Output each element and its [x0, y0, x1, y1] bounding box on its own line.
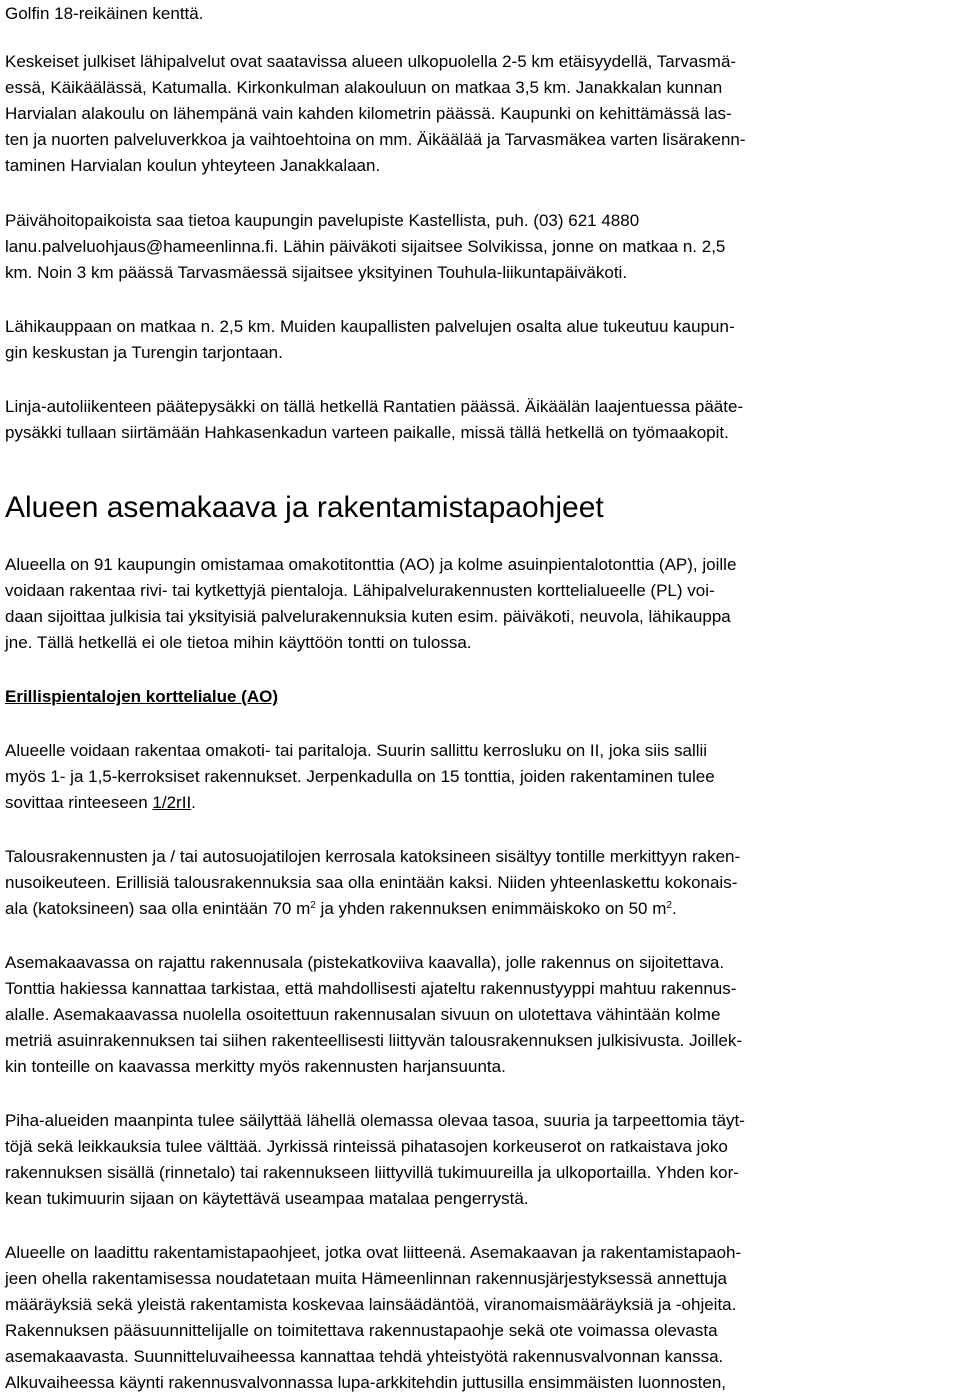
- text-line: jne. Tällä hetkellä ei ole tietoa mihin käyttöön tontti on tulossa.: [5, 633, 472, 652]
- floor-ratio-marking: 1/2rII: [152, 793, 192, 812]
- text-line: Linja-autoliikenteen päätepysäkki on tällä hetkellä Rantatien päässä. Äikäälän laajentuessa pääte-: [5, 397, 744, 416]
- text-line: [5, 792, 196, 814]
- superscript: 2: [310, 900, 316, 911]
- text-line: Harvialan alakoulu on lähempänä vain kahden kilometrin päässä. Kaupunki on kehittämässä las-: [5, 104, 732, 123]
- text-segment: ja yhden rakennuksen enimmäiskoko on 50 m: [315, 899, 667, 918]
- text-line: Rakennuksen pääsuunnittelijalle on toimitettava rakennustapaohje sekä ote voimassa olevasta: [5, 1321, 718, 1340]
- text-line: myös 1- ja 1,5-kerroksiset rakennukset. Jerpenkadulla on 15 tonttia, joiden rakentaminen tulee: [5, 767, 715, 786]
- section-heading: Alueen asemakaava ja rakentamistapaohjeet: [5, 491, 604, 524]
- text-line: nusoikeuteen. Erillisiä talousrakennuksia saa olla enintään kaksi. Niiden yhteenlaskettu kokonais-: [5, 873, 738, 892]
- text-segment: sovittaa rinteeseen: [5, 793, 153, 812]
- text-line: Lähikauppaan on matkaa n. 2,5 km. Muiden kaupallisten palvelujen osalta alue tukeutuu kaupun-: [5, 317, 735, 336]
- text-line: töjä sekä leikkauksia tulee välttää. Jyrkissä rinteissä pihatasojen korkeuserot on ratkaistava joko: [5, 1137, 728, 1156]
- text-segment: .: [671, 899, 677, 918]
- text-line: daan sijoittaa julkisia tai yksityisiä palvelurakennuksia kuten esim. päiväkoti, neuvola, lähikauppa: [5, 607, 731, 626]
- text-segment: .: [191, 793, 196, 812]
- text-line: Alueelle voidaan rakentaa omakoti- tai paritaloja. Suurin sallittu kerrosluku on II, joka siis sallii: [5, 741, 708, 760]
- text-line: km. Noin 3 km päässä Tarvasmäessä sijaitsee yksityinen Touhula-liikuntapäiväkoti.: [5, 263, 628, 282]
- text-line: kean tukimuurin sijaan on käytettävä useampaa matalaa pengerrystä.: [5, 1189, 529, 1208]
- text-line: määräyksiä sekä yleistä rakentamista koskevaa lainsäädäntöä, viranomaismääräyksiä ja -ohjeita.: [5, 1295, 737, 1314]
- text-line: essä, Käikäälässä, Katumalla. Kirkonkulman alakouluun on matkaa 3,5 km. Janakkalan kunnan: [5, 78, 723, 97]
- text-segment: ala (katoksineen) saa olla enintään 70 m: [5, 899, 311, 918]
- text-line: Golfin 18-reikäinen kenttä.: [5, 4, 204, 23]
- text-line: Alkuvaiheessa käynti rakennusvalvonnassa lupa-arkkitehdin juttusilla ensimmäisten luonnosten,: [5, 1373, 727, 1392]
- text-line: [5, 898, 677, 920]
- superscript: 2: [666, 900, 672, 911]
- text-line: pysäkki tullaan siirtämään Hahkasenkadun varteen paikalle, missä tällä hetkellä on työmaakopit.: [5, 423, 729, 442]
- text-line: ten ja nuorten palveluverkkoa ja vaihtoehtoina on mm. Äikäälää ja Tarvasmäkea varten lisärakenn-: [5, 130, 746, 149]
- text-line: kin tonteille on kaavassa merkitty myös rakennusten harjansuunta.: [5, 1057, 506, 1076]
- text-line: metriä asuinrakennuksen tai siihen rakenteellisesti liittyvän talousrakennuksen julkisivusta. Joillek-: [5, 1031, 743, 1050]
- text-line: rakennuksen sisällä (rinnetalo) tai rakennukseen liittyvillä tukimuureilla ja ulkoportailla. Yhden kor-: [5, 1163, 739, 1182]
- text-line: Talousrakennusten ja / tai autosuojatilojen kerrosala katoksineen sisältyy tontille merkittyyn raken-: [5, 847, 741, 866]
- text-line: lanu.palveluohjaus@hameenlinna.fi. Lähin päiväkoti sijaitsee Solvikissa, jonne on matkaa n. 2,5: [5, 237, 726, 256]
- text-line: Alueella on 91 kaupungin omistamaa omakotitonttia (AO) ja kolme asuinpientalotonttia (AP), joille: [5, 555, 737, 574]
- text-line: Piha-alueiden maanpinta tulee säilyttää lähellä olemassa olevaa tasoa, suuria ja tarpeettomia täyt-: [5, 1111, 745, 1130]
- text-line: Alueelle on laadittu rakentamistapaohjeet, jotka ovat liitteenä. Asemakaavan ja rakentamistapaoh-: [5, 1243, 742, 1262]
- text-line: Päivähoitopaikoista saa tietoa kaupungin pavelupiste Kastellista, puh. (03) 621 4880: [5, 211, 640, 230]
- text-line: Keskeiset julkiset lähipalvelut ovat saatavissa alueen ulkopuolella 2-5 km etäisyydellä, Tarvasmä-: [5, 52, 737, 71]
- text-line: taminen Harvialan koulun yhteyteen Janakkalaan.: [5, 156, 381, 175]
- text-line: jeen ohella rakentamisessa noudatetaan muita Hämeenlinnan rakennusjärjestyksessä annettuja: [5, 1269, 728, 1288]
- text-line: asemakaavasta. Suunnitteluvaiheessa kannattaa tehdä yhteistyötä rakennusvalvonnan kanssa.: [5, 1347, 724, 1366]
- text-line: Asemakaavassa on rajattu rakennusala (pistekatkoviiva kaavalla), jolle rakennus on sijoitettava.: [5, 953, 725, 972]
- subsection-heading: Erillispientalojen korttelialue (AO): [5, 687, 278, 706]
- text-line: voidaan rakentaa rivi- tai kytkettyjä pientaloja. Lähipalvelurakennusten korttelialueelle (PL) voi-: [5, 581, 715, 600]
- text-line: alalle. Asemakaavassa nuolella osoitettuun rakennusalan sivuun on ulotettava vähintään kolme: [5, 1005, 721, 1024]
- text-line: gin keskustan ja Turengin tarjontaan.: [5, 343, 283, 362]
- text-line: Tonttia hakiessa kannattaa tarkistaa, että mahdollisesti ajateltu rakennustyyppi mahtuu rakennus-: [5, 979, 737, 998]
